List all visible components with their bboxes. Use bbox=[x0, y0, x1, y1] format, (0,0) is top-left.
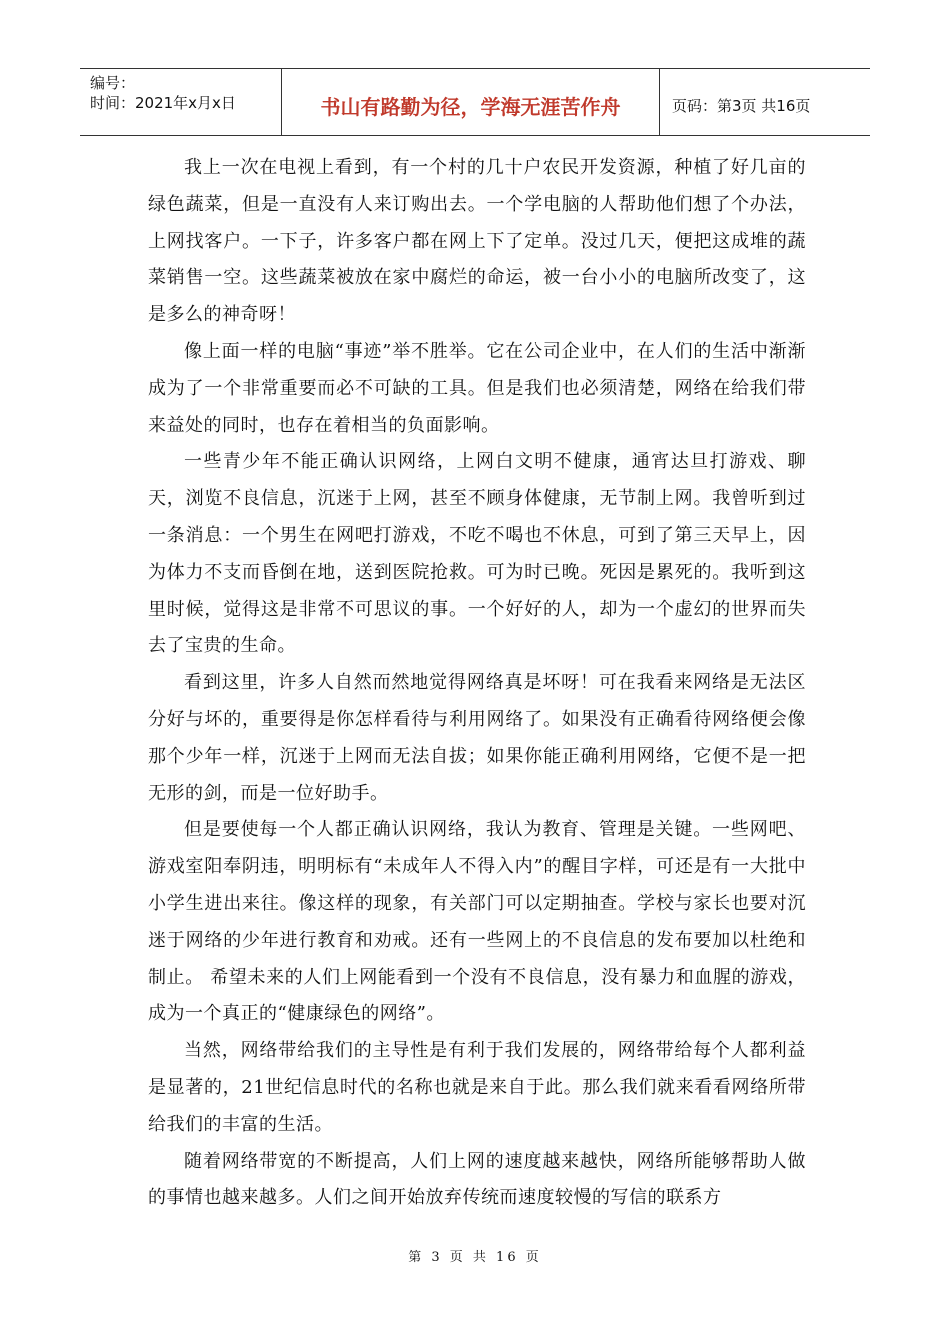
header-meta bbox=[80, 69, 282, 135]
page-header bbox=[80, 68, 870, 136]
header-page-code: 页码：第3页 共16页 bbox=[672, 96, 811, 115]
paragraph: 看到这里，许多人自然而然地觉得网络真是坏呀！可在我看来网络是无法区分好与坏的，重要得是你怎样看待与利用网络了。如果没有正确看待网络便会像那个少年一样，沉迷于上网而无法自拔；如果你能正确利用网络，它便不是一把无形的剑，而是一位好助手。 bbox=[148, 672, 806, 804]
time-label: 时间：2021年x月x日 bbox=[90, 94, 236, 112]
paragraph: 但是要使每一个人都正确认识网络，我认为教育、管理是关键。一些网吧、游戏室阳奉阴违，明明标有“未成年人不得入内”的醒目字样，可还是有一大批中小学生进出来往。像这样的现象，有关部门可以定期抽查。学校与家长也要对沉迷于网络的少年进行教育和劝戒。还有一些网上的不良信息的发布要加以杜绝和制止。 希望未来的人们上网能看到一个没有不良信息，没有暴力和血腥的游戏，成为一个真正的“健康绿色的网络”。 bbox=[148, 819, 806, 1025]
page-footer: 第 3 页 共 16 页 bbox=[408, 1250, 542, 1265]
paragraph: 像上面一样的电脑“事迹”举不胜举。它在公司企业中，在人们的生活中渐渐成为了一个非常重要而必不可缺的工具。但是我们也必须清楚，网络在给我们带来益处的同时，也存在着相当的负面影响。 bbox=[148, 340, 806, 436]
paragraph: 随着网络带宽的不断提高，人们上网的速度越来越快，网络所能够帮助人做的事情也越来越多。人们之间开始放弃传统而速度较慢的写信的联系方 bbox=[148, 1150, 806, 1209]
document-body bbox=[148, 150, 806, 1217]
paragraph: 我上一次在电视上看到，有一个村的几十户农民开发资源，种植了好几亩的绿色蔬菜，但是一直没有人来订购出去。一个学电脑的人帮助他们想了个办法，上网找客户。一下子，许多客户都在网上下了定单。没过几天，便把这成堆的蔬菜销售一空。这些蔬菜被放在家中腐烂的命运，被一台小小的电脑所改变了，这是多么的神奇呀！ bbox=[148, 157, 806, 326]
header-motto: 书山有路勤为径，学海无涯苦作舟 bbox=[282, 69, 660, 135]
paragraph: 当然，网络带给我们的主导性是有利于我们发展的，网络带给每个人都利益是显著的，21世纪信息时代的名称也就是来自于此。那么我们就来看看网络所带给我们的丰富的生活。 bbox=[148, 1040, 806, 1135]
serial-label: 编号： bbox=[90, 74, 136, 92]
paragraph: 一些青少年不能正确认识网络，上网白文明不健康，通宵达旦打游戏、聊天，浏览不良信息，沉迷于上网，甚至不顾身体健康，无节制上网。我曾听到过一条消息：一个男生在网吧打游戏，不吃不喝也不休息，可到了第三天早上，因为体力不支而昏倒在地，送到医院抢救。可为时已晚。死因是累死的。我听到这里时候，觉得这是非常不可思议的事。一个好好的人，却为一个虚幻的世界而失去了宝贵的生命。 bbox=[148, 451, 806, 657]
